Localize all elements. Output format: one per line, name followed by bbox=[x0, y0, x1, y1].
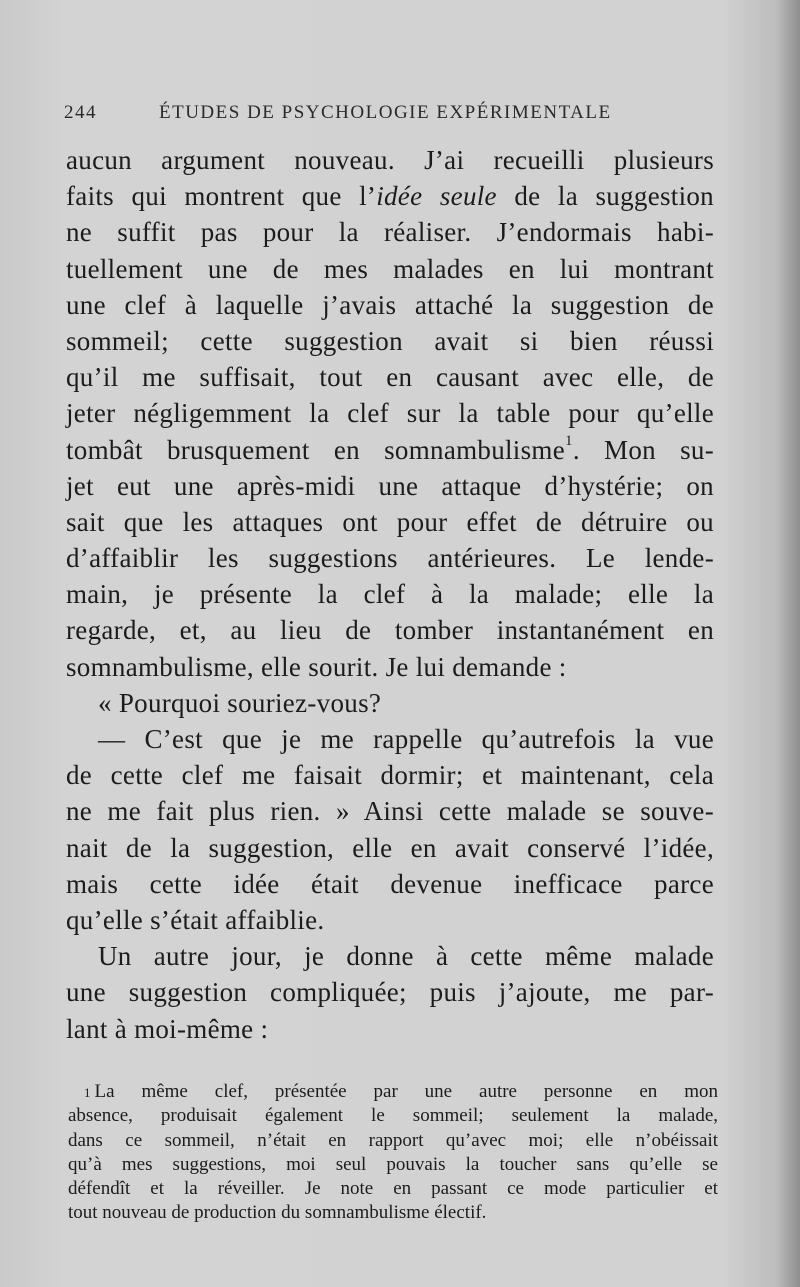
text-line: une suggestion compliquée; puis j’ajoute, me par- bbox=[66, 977, 714, 1008]
footnote-line: tout nouveau de production du somnambulisme électif. bbox=[68, 1202, 487, 1224]
text-line: aucun argument nouveau. J’ai recueilli plusieurs bbox=[66, 145, 714, 175]
text-line bbox=[66, 432, 714, 468]
footnote-line: absence, produisait également le sommeil; seulement la malade, bbox=[68, 1105, 718, 1127]
footnote-reference: 1 bbox=[565, 432, 573, 449]
text-line: lant à moi-même : bbox=[66, 1013, 269, 1044]
running-title: ÉTUDES DE PSYCHOLOGIE EXPÉRIMENTALE bbox=[159, 102, 612, 123]
footnote-line: qu’à mes suggestions, moi seul pouvais la toucher sans qu’elle se bbox=[68, 1153, 718, 1175]
text-segment: faits qui montrent que l’ bbox=[66, 181, 377, 212]
footnote-line: dans ce sommeil, n’était en rapport qu’avec moi; elle n’obéissait bbox=[68, 1129, 718, 1151]
footnote-line bbox=[68, 1080, 718, 1104]
italic-phrase: idée seule bbox=[376, 181, 497, 212]
text-line: mais cette idée était devenue inefficace parce bbox=[66, 868, 714, 899]
text-line: qu’il me suffisait, tout en causant avec elle, de bbox=[66, 362, 714, 393]
text-line bbox=[66, 178, 714, 214]
footnote-mark: 1 bbox=[84, 1085, 91, 1100]
text-line: — C’est que je me rappelle qu’autrefois la vue bbox=[98, 724, 714, 754]
text-line: jeter négligemment la clef sur la table pour qu’elle bbox=[66, 398, 714, 429]
text-line: jet eut une après-midi une attaque d’hystérie; on bbox=[66, 470, 714, 501]
text-line: tuellement une de mes malades en lui montrant bbox=[66, 253, 714, 284]
text-line: somnambulisme, elle sourit. Je lui demande : bbox=[66, 651, 567, 682]
text-line: sait que les attaques ont pour effet de détruire ou bbox=[66, 506, 714, 537]
text-line: main, je présente la clef à la malade; elle la bbox=[66, 579, 714, 610]
text-line: ne me fait plus rien. » Ainsi cette malade se souve- bbox=[66, 796, 714, 827]
text-line: sommeil; cette suggestion avait si bien réussi bbox=[66, 325, 714, 356]
text-line: nait de la suggestion, elle en avait conservé l’idée, bbox=[66, 832, 714, 863]
text-segment: tombât brusquement en somnambulisme bbox=[66, 434, 565, 465]
footnote-line: défendît et la réveiller. Je note en passant ce mode particulier et bbox=[68, 1178, 718, 1200]
text-segment: . Mon su- bbox=[572, 434, 714, 465]
text-line: ne suffit pas pour la réaliser. J’endormais habi- bbox=[66, 217, 714, 248]
text-line: « Pourquoi souriez-vous? bbox=[98, 687, 382, 718]
text-segment: La même clef, présentée par une autre personne en mon bbox=[94, 1081, 718, 1102]
page-number: 244 bbox=[64, 102, 97, 123]
text-line: d’affaiblir les suggestions antérieures. Le lende- bbox=[66, 543, 714, 574]
text-line: une clef à laquelle j’avais attaché la suggestion de bbox=[66, 289, 714, 320]
main-text bbox=[66, 142, 714, 1047]
text-line: regarde, et, au lieu de tomber instantanément en bbox=[66, 615, 714, 646]
text-line: qu’elle s’était affaiblie. bbox=[66, 904, 325, 935]
text-segment: de la suggestion bbox=[496, 181, 714, 212]
text-line: Un autre jour, je donne à cette même malade bbox=[98, 941, 714, 972]
text-line: de cette clef me faisait dormir; et maintenant, cela bbox=[66, 760, 714, 791]
footnote bbox=[68, 1080, 718, 1226]
